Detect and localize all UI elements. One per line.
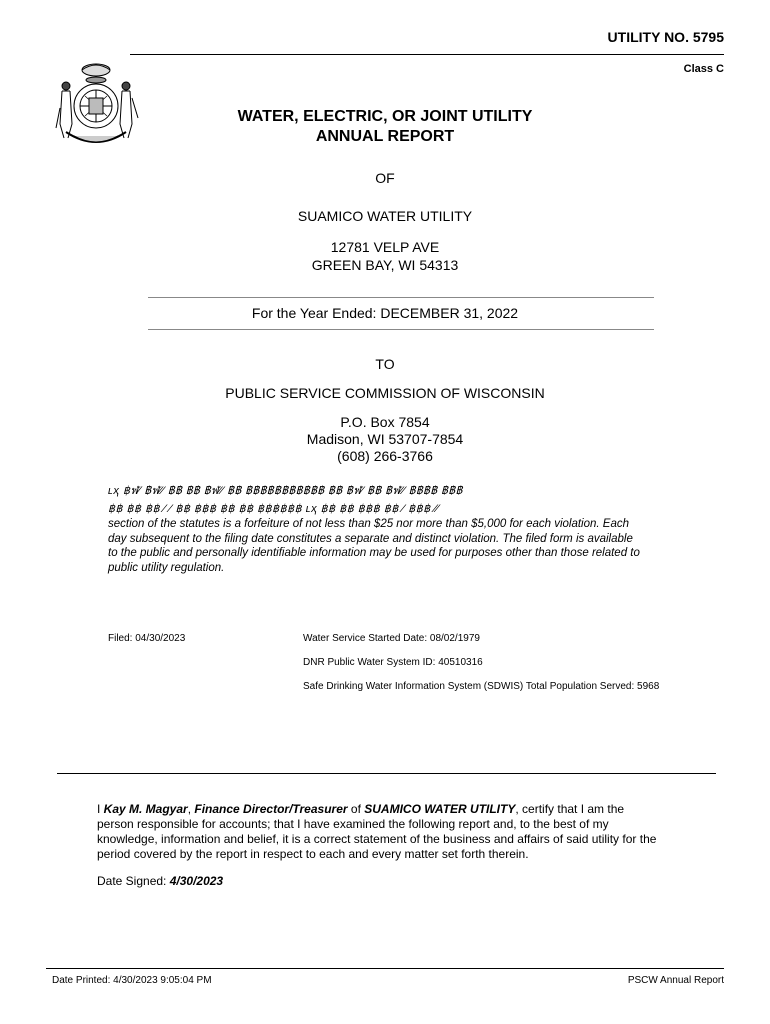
period-rule-top	[148, 297, 654, 298]
report-title-line1: WATER, ELECTRIC, OR JOINT UTILITY	[237, 108, 533, 125]
utility-address-street: 12781 VELP AVE	[330, 239, 440, 255]
report-name: PSCW Annual Report	[627, 975, 724, 986]
date-signed-value: 4/30/2023	[169, 874, 224, 888]
notice-garbled-line-1: ʟҳ ฿ฬ∕ ฿ฬ⁄⁄ ฿฿ ฿฿ ฿ฬ⁄⁄ ฿฿ ฿฿฿฿฿฿฿฿฿฿฿ ฿฿ ฿ฬ⁄ ฿฿ ฿ฬ⁄⁄ ฿฿฿฿ ฿฿฿	[108, 485, 463, 497]
certification-rule	[57, 773, 716, 774]
year-ended: For the Year Ended: DECEMBER 31, 2022	[251, 305, 519, 321]
header-rule	[130, 54, 724, 55]
utility-address-city: GREEN BAY, WI 54313	[311, 257, 459, 273]
utility-number: UTILITY NO. 5795	[607, 29, 724, 45]
notice-line-5: to the public and personally identifiable information may be used for purposes other than those related to	[108, 547, 640, 559]
filed-date: Filed: 04/30/2023	[108, 633, 186, 644]
date-signed: Date Signed: 4/30/2023	[97, 874, 224, 888]
sdwis-population: Safe Drinking Water Information System (SDWIS) Total Population Served: 5968	[303, 681, 660, 692]
certification-line-4: period covered by the report in respect to each and every matter set forth therein.	[97, 847, 529, 861]
certified-utility: SUAMICO WATER UTILITY	[364, 802, 516, 816]
class-label: Class C	[683, 63, 724, 75]
commission-city: Madison, WI 53707-7854	[306, 431, 464, 447]
certification-line-2: person responsible for accounts; that I have examined the following report and, to the best of my	[97, 817, 609, 831]
certifier-name: Kay M. Magyar	[103, 802, 188, 816]
certifier-role: Finance Director/Treasurer	[194, 802, 348, 816]
commission-phone: (608) 266-3766	[337, 448, 433, 464]
notice-line-3: section of the statutes is a forfeiture of not less than $25 nor more than $5,000 for each violation. Each	[108, 518, 630, 530]
filing-notice	[108, 481, 698, 575]
to-label: TO	[375, 356, 395, 372]
service-started-date: Water Service Started Date: 08/02/1979	[303, 633, 480, 644]
of-label: OF	[375, 170, 395, 186]
report-title-line2: ANNUAL REPORT	[315, 128, 455, 145]
dnr-system-id: DNR Public Water System ID: 40510316	[303, 657, 483, 668]
period-rule-bottom	[148, 329, 654, 330]
notice-line-4: day subsequent to the filing date constitutes a separate and distinct violation. The filed form is available	[108, 532, 633, 545]
certification-line-3: knowledge, information and belief, it is a correct statement of the business and affairs of said utility for the	[97, 832, 657, 846]
notice-line-6: public utility regulation.	[108, 561, 225, 574]
commission-name: PUBLIC SERVICE COMMISSION OF WISCONSIN	[225, 385, 545, 401]
commission-pobox: P.O. Box 7854	[340, 414, 430, 430]
notice-garbled-line-2: ฿฿ ฿฿ ฿฿ ⁄ ⁄ ฿฿ ฿฿฿ ฿฿ ฿฿ ฿฿฿฿฿฿ ʟҳ ฿฿ ฿฿ ฿฿฿ ฿฿ ⁄ ฿฿฿ ⁄⁄	[108, 503, 440, 515]
date-printed: Date Printed: 4/30/2023 9:05:04 PM	[52, 975, 212, 986]
certification-statement	[97, 802, 697, 862]
certification-line-1: I Kay M. Magyar, Finance Director/Treasurer of SUAMICO WATER UTILITY, certify that I am the	[97, 802, 625, 816]
footer-rule	[46, 968, 724, 969]
utility-name: SUAMICO WATER UTILITY	[297, 208, 473, 224]
